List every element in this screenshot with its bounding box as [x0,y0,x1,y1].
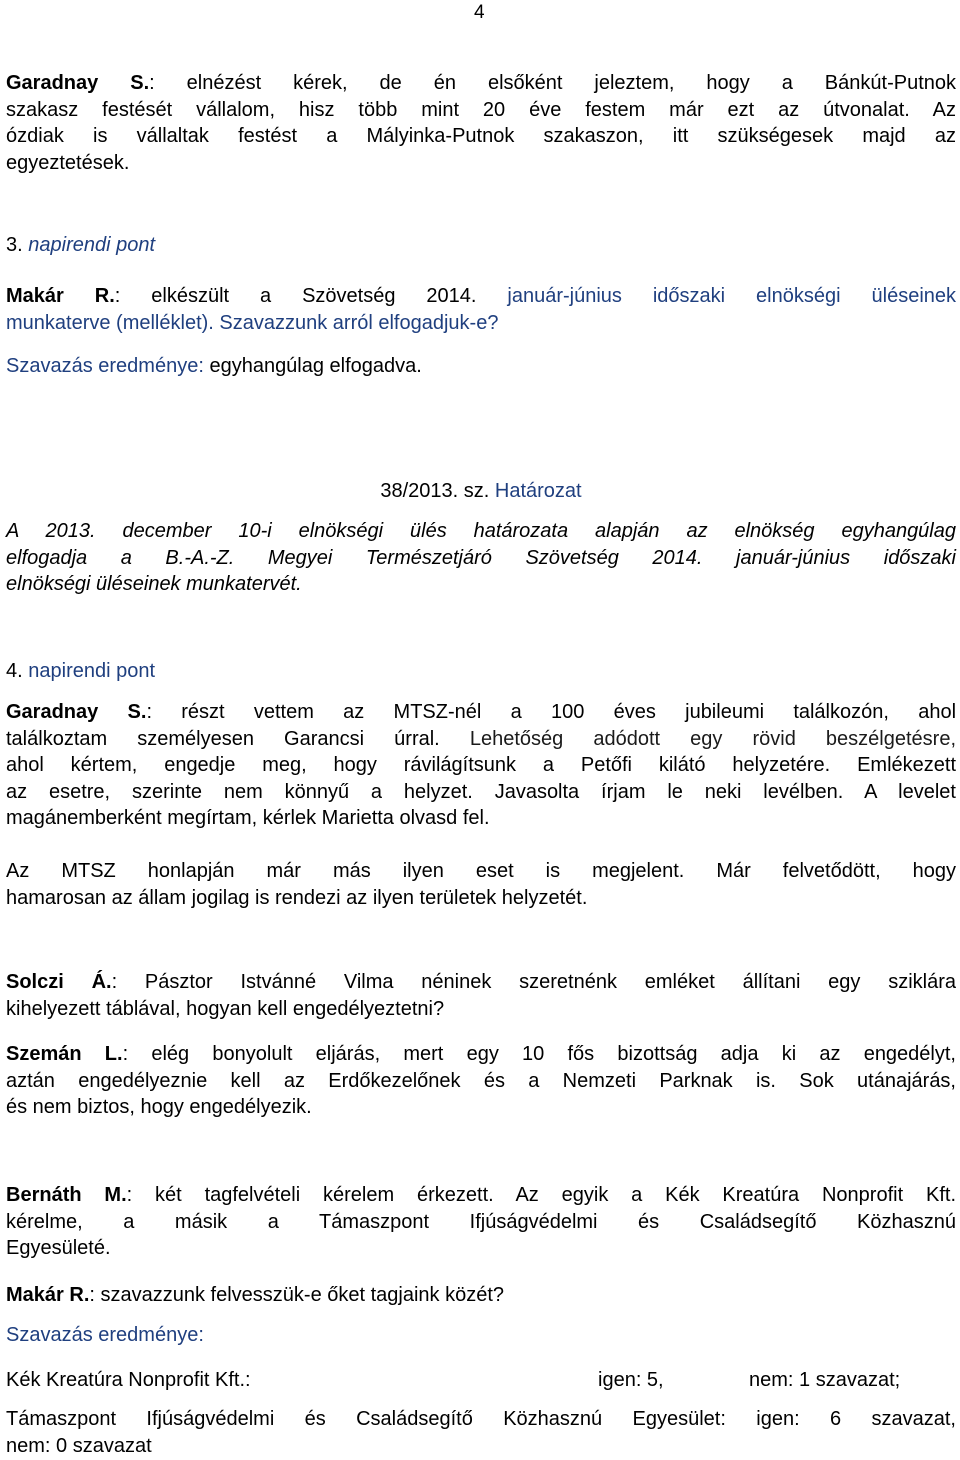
speaker-name: Makár R. [6,285,115,307]
agenda-number: 4. [6,660,23,682]
page-number: 4 [474,2,485,23]
text-span: Már felvetődött, hogy [684,860,956,882]
vote-org-name: Kék Kreatúra Nonprofit Kft.: [6,1369,251,1391]
text-span: aztán engedélyeznie kell az Erdőkezelőnek és a Nemzeti Parknak is. [6,1069,776,1092]
text-line: magánemberként megírtam, kérlek Marietta olvasd fel. [6,807,490,829]
vote-no: nem: 1 szavazat; [749,1369,901,1391]
agenda-number: 3. [6,234,23,256]
vote-result-1 [6,353,956,380]
text-line: egyeztetések. [6,151,130,174]
paragraph-szeman [6,1041,956,1121]
text-line: kihelyezett táblával, hogyan kell engedélyeztetni? [6,997,445,1020]
text-line: és nem biztos, hogy engedélyezik. [6,1096,312,1118]
text-span: Szavazzunk arról elfogadjuk-e? [213,311,499,334]
paragraph-makar-2 [6,1282,956,1309]
vote-label: Szavazás eredménye: [6,355,204,377]
text-line: : elnézést kérek, de én elsőként jeleztem, hogy a Bánkút-Putnok [149,72,956,94]
paragraph-bernath [6,1182,956,1262]
text-span: A levelet [843,780,956,803]
text-span: : részt vettem az MTSZ-nél a 100 éves jubileumi találkozón, ahol [146,701,957,723]
paragraph-garadnay-2 [6,699,956,832]
text-line: kérelme, a másik a Támaszpont Ifjúságvédelmi és Családsegítő Közhasznú [6,1210,956,1233]
text-span: az esetre, szerinte nem könnyű a helyzet. [6,780,473,803]
resolution-number: 38/2013. sz. [380,480,490,502]
resolution-title: Határozat [489,480,582,502]
paragraph-garadnay-1 [6,70,956,176]
resolution-heading [6,478,956,505]
speaker-name: Solczi Á. [6,971,112,993]
agenda-heading-3 [6,232,956,259]
text-span: ahol kértem, engedje meg, hogy rávilágítsunk a Petőfi kilátó helyzetére. [6,754,831,776]
document-page [6,0,956,1460]
text-span: január-június időszaki elnökségi üléseinek [476,285,957,307]
vote-row-kek-kreatura [6,1367,956,1394]
paragraph-makar-1 [6,283,956,336]
speaker-name: Bernáth M. [6,1184,127,1206]
text-span: Sok utánajárás, [775,1069,956,1092]
text-line: A 2013. december 10-i elnökségi ülés határozata alapján az elnökség egyhangúlag [6,520,956,542]
paragraph-solczi [6,969,956,1022]
text-line: elnökségi üléseinek munkatervét. [6,573,302,595]
speaker-name: Makár R. [6,1284,90,1306]
text-span: : szavazzunk felvesszük-e őket tagjaink közét? [89,1284,505,1306]
text-span: Az MTSZ honlapján már más ilyen eset is megjelent. [6,860,685,882]
resolution-text [6,518,956,598]
text-span: Az egyik a Kék Kreatúra Nonprofit Kft. [493,1184,956,1206]
agenda-label: napirendi pont [28,234,156,256]
speaker-name: Garadnay S. [6,72,150,94]
text-line: Egyesületé. [6,1237,111,1259]
text-span: Emlékezett [830,754,957,776]
text-span: : két tagfelvételi kérelem érkezett. [126,1184,494,1206]
text-span: Javasolta írjam le neki levélben. [472,780,844,803]
text-line: nem: 0 szavazat [6,1434,152,1457]
text-line: hamarosan az állam jogilag is rendezi az ilyen területek helyzetét. [6,886,588,909]
text-span: : elkészült a Szövetség 2014. [114,285,477,307]
vote-result-2-label [6,1322,956,1349]
agenda-heading-4 [6,658,956,685]
text-span: : Pásztor Istvánné Vilma néninek szeretnénk emléket állítani egy sziklára [111,971,956,993]
text-line: elfogadja a B.-A.-Z. Megyei Természetjáró Szövetség 2014. január-június időszaki [6,546,956,569]
text-span: munkaterve (melléklet). [6,311,214,334]
agenda-label: napirendi pont [28,660,156,682]
text-span: Lehetőség adódott egy rövid beszélgetésre, [439,727,956,750]
vote-label: Szavazás eredménye: [6,1324,204,1346]
text-span: : elég bonyolult eljárás, mert egy 10 fős bizottság adja ki az engedélyt, [122,1043,956,1065]
text-line: ózdiak is vállaltak festést a Mályinka-Putnok szakaszon, itt szükségesek majd az [6,125,956,147]
text-span: találkoztam személyesen Garancsi úrral. [6,727,440,750]
paragraph-mtsz [6,858,956,911]
vote-result: egyhangúlag elfogadva. [203,355,422,377]
vote-yes: igen: 5, [598,1369,664,1391]
text-line: szakasz festését vállalom, hisz több mint 20 éve festem már ezt az útvonalat. Az [6,98,956,121]
vote-row-tamaszpont [6,1406,956,1459]
speaker-name: Szemán L. [6,1043,123,1065]
text-line: Támaszpont Ifjúságvédelmi és Családsegítő Közhasznú Egyesület: igen: 6 szavazat, [6,1408,956,1430]
speaker-name: Garadnay S. [6,701,147,723]
